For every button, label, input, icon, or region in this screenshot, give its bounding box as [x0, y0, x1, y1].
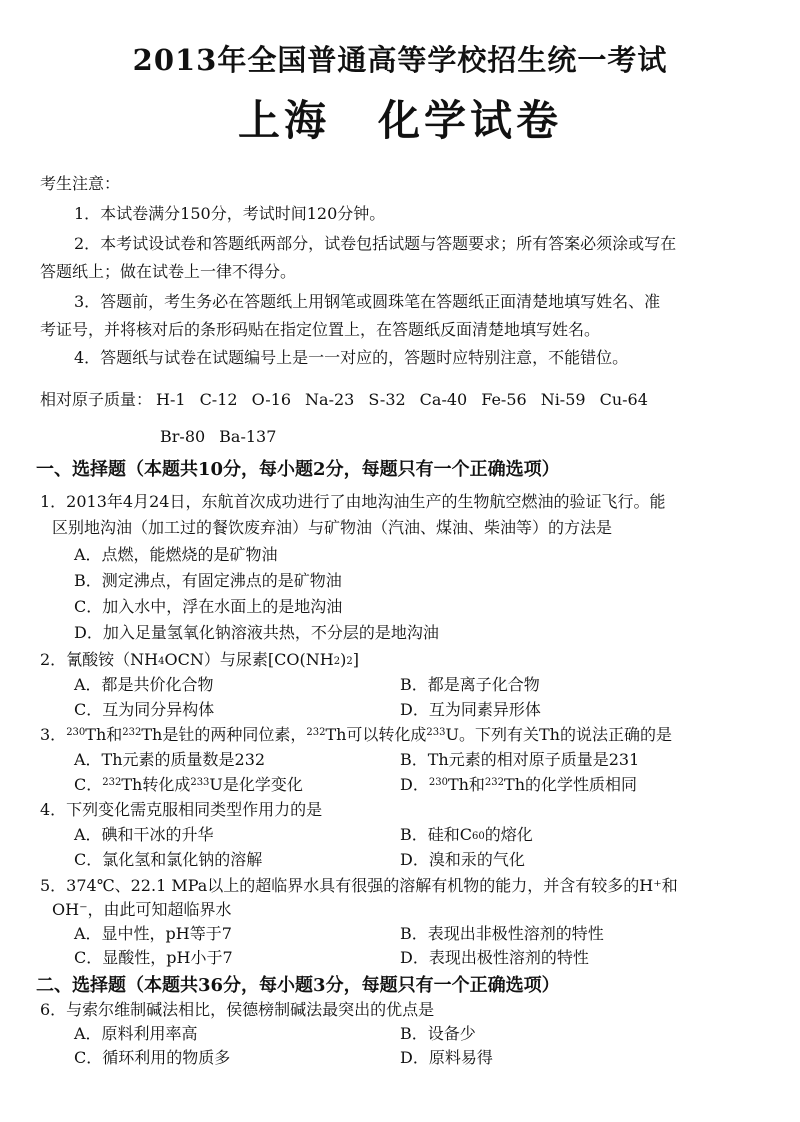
q5-option-b: B．表现出非极性溶剂的特性 [400, 924, 604, 943]
note-3a: 3．答题前，考生务必在答题纸上用钢笔或圆珠笔在答题纸正面清楚地填写姓名、准 [74, 292, 661, 311]
q5-stem: 5．374℃、22.1 MPa以上的超临界水具有很强的溶解有机物的能力，并含有较多的H⁺和 [40, 876, 678, 895]
q1-stem-cont: 区别地沟油（加工过的餐饮废弃油）与矿物油（汽油、煤油、柴油等）的方法是 [52, 518, 613, 537]
q6-option-b: B．设备少 [400, 1024, 476, 1043]
exam-subtitle [0, 88, 800, 148]
atomic-mass: Na-23 [305, 390, 355, 409]
q3-option-a: A．Th元素的质量数是232 [74, 750, 266, 769]
section1-heading: 一、选择题（本题共10分，每小题2分，每题只有一个正确选项） [36, 459, 560, 480]
q2-option-c: C．互为同分异构体 [74, 700, 215, 719]
q6-stem: 6．与索尔维制碱法相比，侯德榜制碱法最突出的优点是 [40, 1000, 435, 1019]
note-4: 4．答题纸与试卷在试题编号上是一一对应的，答题时应特别注意，不能错位。 [74, 348, 629, 367]
notes-heading: 考生注意： [40, 174, 121, 193]
q1-option-d: D．加入足量氢氧化钠溶液共热，不分层的是地沟油 [74, 623, 439, 642]
q2-stem: 2．氰酸铵$(NH_4OCN)$与尿素$[CO(NH_2)_2]$ [40, 650, 359, 669]
q5-option-a: A．显中性，pH等于7 [74, 924, 232, 943]
q3-option-b: B．Th元素的相对原子质量是231 [400, 750, 640, 769]
q5-option-d: D．表现出极性溶剂的特性 [400, 948, 589, 967]
q4-option-a: A．碘和干冰的升华 [74, 825, 214, 844]
q3-option-c: C．$^{232}$Th转化成$^{233}$U是化学变化 [74, 775, 303, 794]
note-1: 1．本试卷满分150分，考试时间120分钟。 [74, 204, 386, 223]
atomic-mass: Cu-64 [599, 390, 648, 409]
atomic-mass: Fe-56 [481, 390, 527, 409]
exam-subject: 化学试卷 [378, 96, 563, 145]
q4-option-d: D．溴和汞的气化 [400, 850, 525, 869]
section2-heading: 二、选择题（本题共36分，每小题3分，每题只有一个正确选项） [36, 975, 560, 996]
q3-stem: 3．$^{230}$Th和$^{232}$Th是钍的两种同位素，$^{232}$Th可以转化成$^{233}$U。下列有关Th的说法正确的是 [40, 725, 672, 744]
note-3b: 考证号，并将核对后的条形码贴在指定位置上，在答题纸反面清楚地填写姓名。 [40, 320, 601, 339]
q2-option-a: A．都是共价化合物 [74, 675, 214, 694]
atomic-mass: O-16 [251, 390, 292, 409]
atomic-masses-row2 [160, 427, 290, 447]
atomic-mass: Ba-137 [219, 427, 277, 446]
note-2b: 答题纸上；做在试卷上一律不得分。 [40, 262, 297, 281]
q4-stem: 4．下列变化需克服相同类型作用力的是 [40, 800, 323, 819]
atomic-mass: Ca-40 [419, 390, 468, 409]
atomic-mass: C-12 [199, 390, 238, 409]
atomic-mass-label: 相对原子质量： [40, 390, 153, 409]
q1-option-a: A．点燃，能燃烧的是矿物油 [74, 545, 278, 564]
q6-option-c: C．循环利用的物质多 [74, 1048, 231, 1067]
q2-option-d: D．互为同素异形体 [400, 700, 541, 719]
q2-option-b: B．都是离子化合物 [400, 675, 540, 694]
q6-option-a: A．原料利用率高 [74, 1024, 198, 1043]
q1-stem: 1．2013年4月24日，东航首次成功进行了由地沟油生产的生物航空燃油的验证飞行。能 [40, 492, 666, 511]
q5-option-c: C．显酸性，pH小于7 [74, 948, 233, 967]
q4-option-c: C．氯化氢和氯化钠的溶解 [74, 850, 263, 869]
atomic-mass: Br-80 [160, 427, 206, 446]
atomic-masses-row1 [40, 390, 662, 410]
exam-title: 2013年全国普通高等学校招生统一考试 [132, 43, 668, 77]
atomic-mass: S-32 [368, 390, 406, 409]
q3-option-d: D．$^{230}$Th和$^{232}$Th的化学性质相同 [400, 775, 637, 794]
q1-option-b: B．测定沸点，有固定沸点的是矿物油 [74, 571, 342, 590]
q6-option-d: D．原料易得 [400, 1048, 493, 1067]
q4-option-b: B．硅和$C_{60}$的熔化 [400, 825, 533, 844]
exam-region: 上海 [237, 96, 330, 145]
atomic-mass: Ni-59 [540, 390, 586, 409]
note-2a: 2．本考试设试卷和答题纸两部分，试卷包括试题与答题要求；所有答案必须涂或写在 [74, 234, 677, 253]
q5-stem-cont: OH⁻，由此可知超临界水 [52, 900, 232, 919]
atomic-mass: H-1 [156, 390, 186, 409]
q1-option-c: C．加入水中，浮在水面上的是地沟油 [74, 597, 343, 616]
